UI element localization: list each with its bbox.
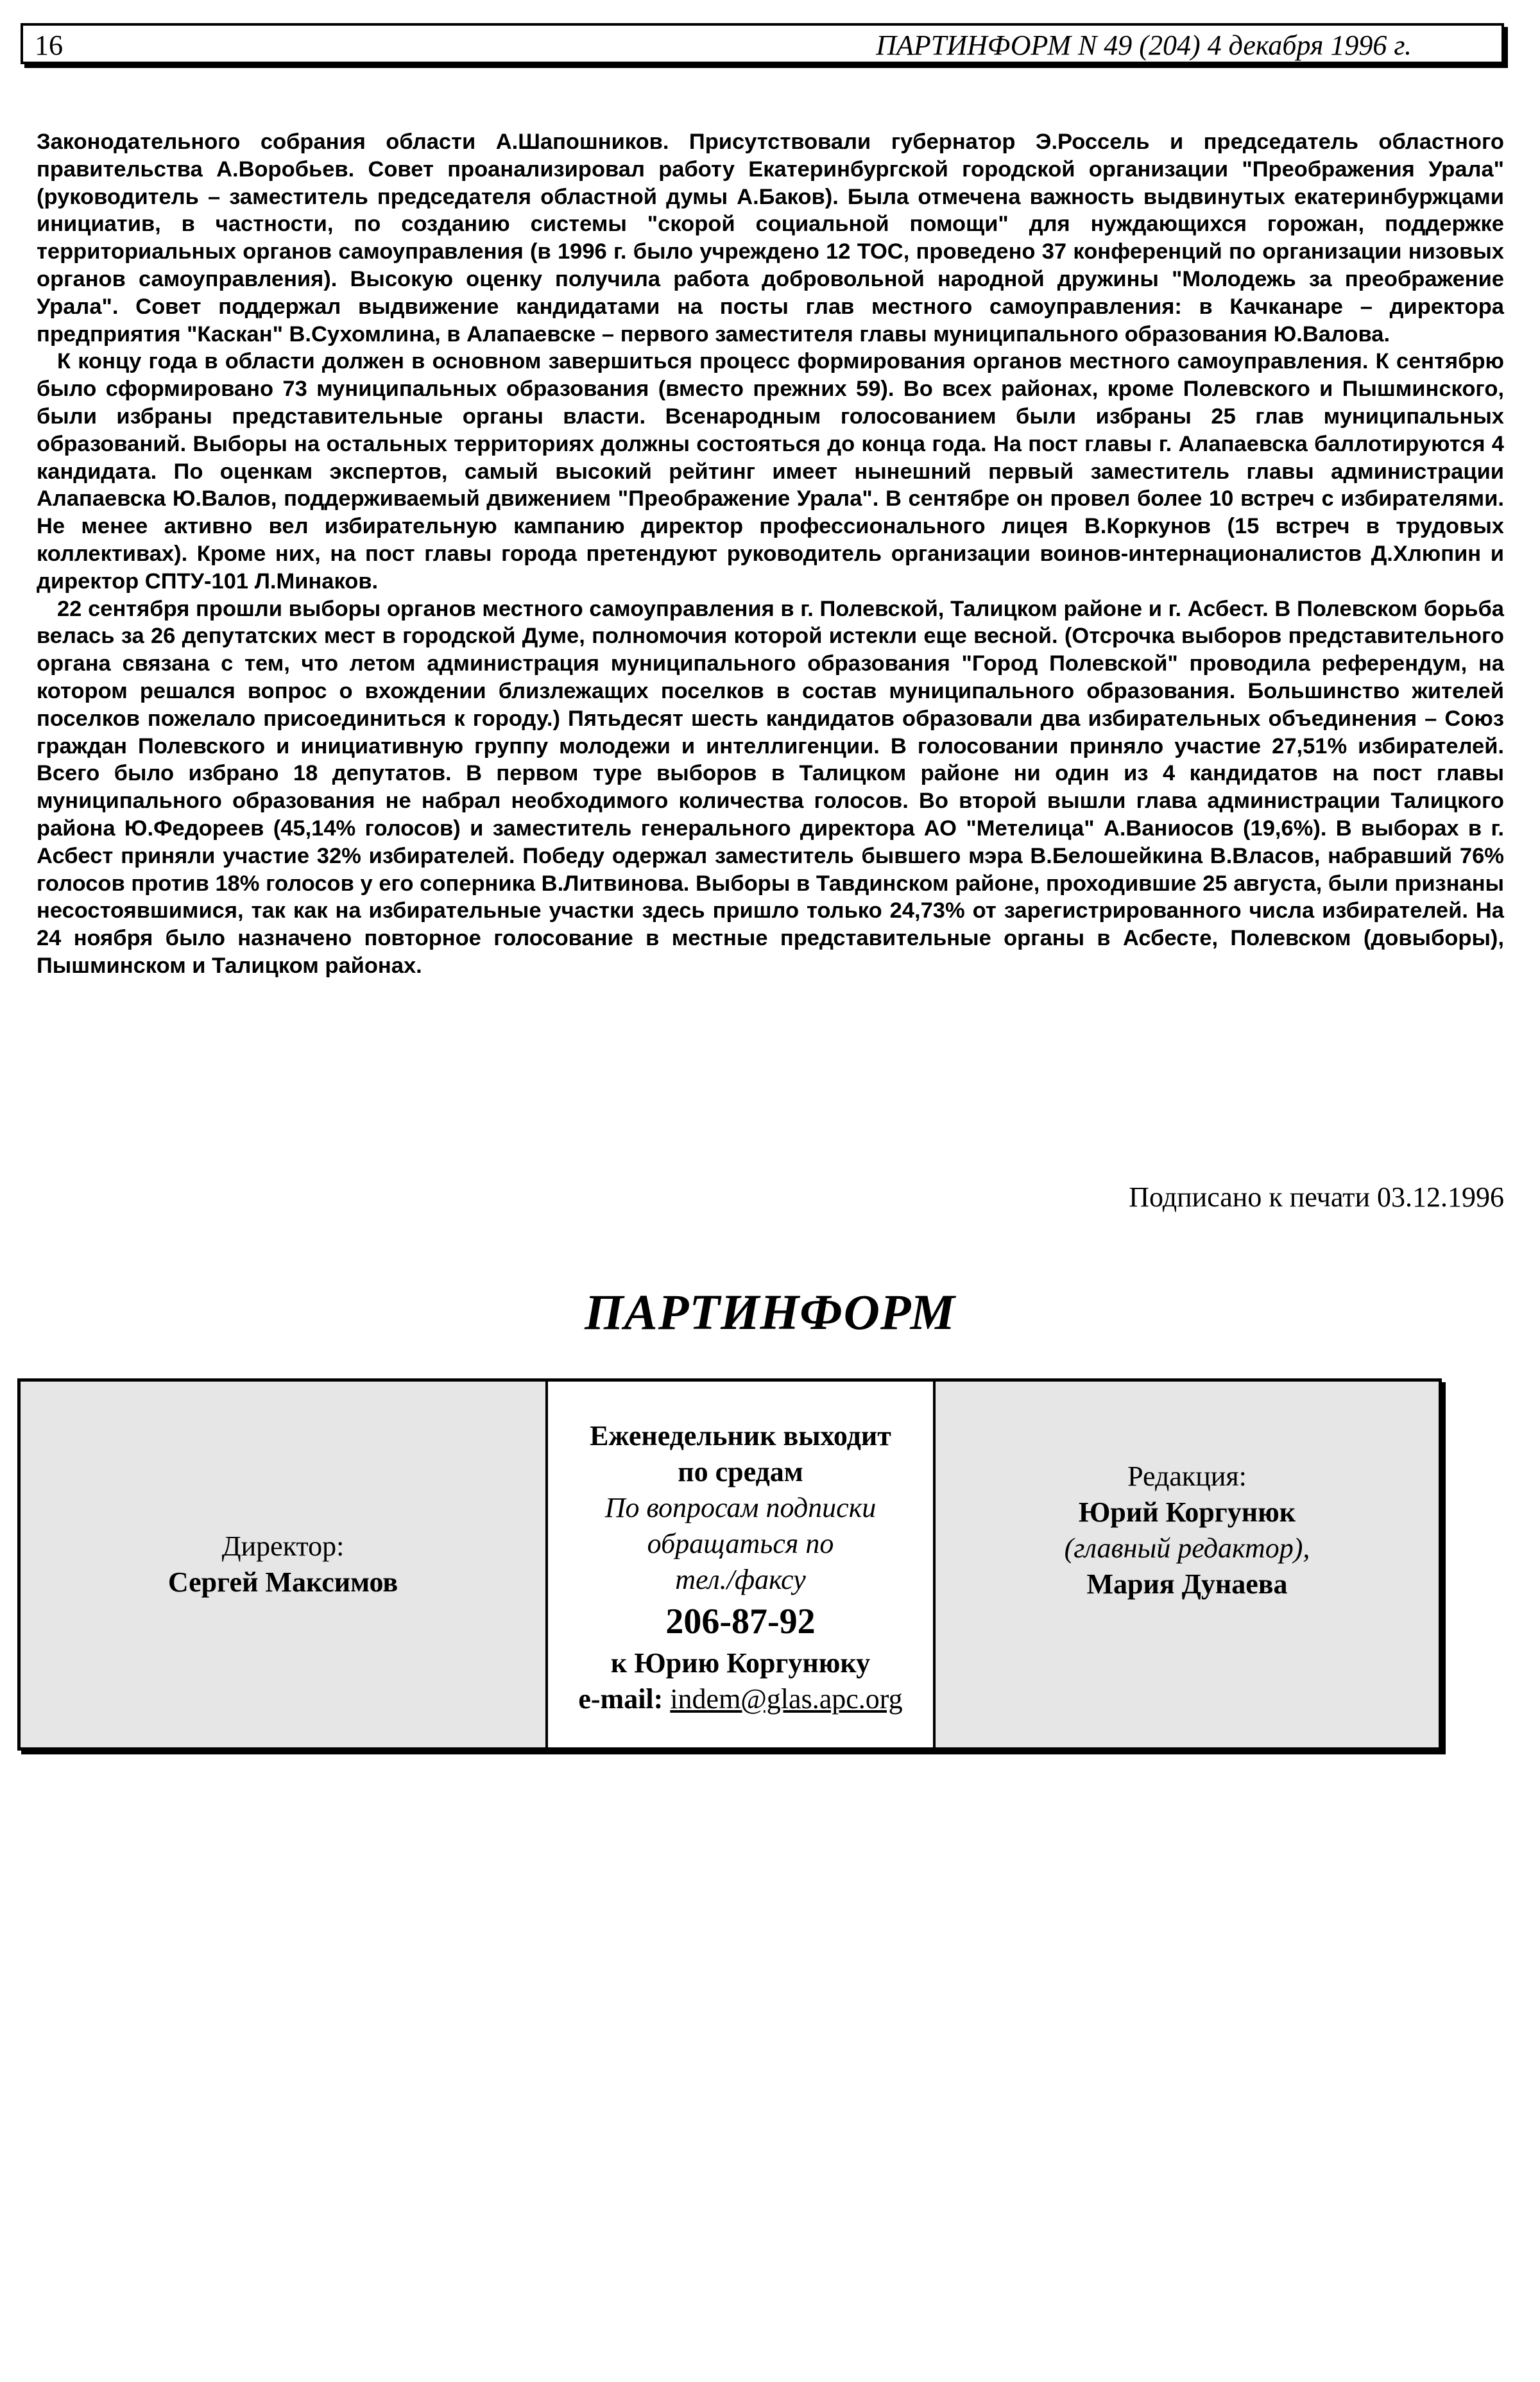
weekly-line-2: по средам: [678, 1456, 803, 1487]
page-number: 16: [35, 30, 63, 61]
credits-table: [17, 1378, 1442, 1751]
signed-for-print: Подписано к печати 03.12.1996: [1129, 1181, 1504, 1213]
page-header: [21, 23, 1504, 64]
editor2-name: Мария Дунаева: [1086, 1568, 1288, 1600]
editor-role: (главный редактор),: [1064, 1532, 1310, 1564]
weekly-line-1: Еженедельник выходит: [590, 1420, 891, 1452]
article-paragraph-1: Законодательного собрания области А.Шапошников. Присутствовали губернатор Э.Россель и председатель областного правительства А.Воробьев. Совет проанализировал работу Екатеринбургской городской организации "Преображения Урала" (руководитель – заместитель председателя областной думы А.Баков). Была отмечена важность выдвинутых екатеринбуржцами инициатив, в частности, по созданию системы "скорой социальной помощи" для нуждающихся горожан, поддержке территориальных органов самоуправления (в 1996 г. было учреждено 12 ТОС, проведено 37 конференций по организации низовых органов самоуправления). Высокую оценку получила работа добровольной народной дружины "Молодежь за преображение Урала". Совет поддержал выдвижение кандидатами на посты глав местного самоуправления: в Качканаре – директора предприятия "Каскан" В.Сухомлина, в Алапаевске – первого заместителя главы муниципального образования Ю.Валова.: [37, 130, 1504, 347]
issue-title: ПАРТИНФОРМ N 49 (204) 4 декабря 1996 г.: [876, 30, 1412, 61]
editor-name: Юрий Коргунюк: [1078, 1496, 1296, 1528]
director-cell: [21, 1382, 548, 1747]
article-paragraph-3: 22 сентября прошли выборы органов местного самоуправления в г. Полевской, Талицком районе и г. Асбест. В Полевском борьба велась за 26 депутатских мест в городской Думе, полномочия которой истекли еще весной. (Отсрочка выборов представительного органа связана с тем, что летом администрация муниципального образования "Город Полевской" проводила референдум, на котором решался вопрос о вхождении близлежащих поселков в состав муниципального образования. Большинство жителей поселков пожелало присоединиться к городу.) Пятьдесят шесть кандидатов образовали два избирательных объединения – Союз граждан Полевского и инициативную группу молодежи и интеллигенции. В голосовании приняло участие 27,51% избирателей. Всего было избрано 18 депутатов. В первом туре выборов в Талицком районе ни один из 4 кандидатов на пост главы муниципального образования не набрал необходимого количества голосов. Во второй вышли глава администрации Талицкого района Ю.Федореев (45,14% голосов) и заместитель генерального директора АО "Метелица" А.Ваниосов (19,6%). В выборах в г. Асбест приняли участие 32% избирателей. Победу одержал заместитель бывшего мэра В.Белошейкина В.Власов, набравший 76% голосов против 18% голосов у его соперника В.Литвинова. Выборы в Тавдинском районе, проходившие 25 августа, были признаны несостоявшимися, так как на избирательные участки здесь пришло только 24,73% от зарегистрированного числа избирателей. На 24 ноября было назначено повторное голосование в местные представительные органы в Асбесте, Полевском (довыборы), Пышминском и Талицком районах.: [37, 596, 1504, 978]
director-name: Сергей Максимов: [167, 1566, 398, 1598]
email-label: e-mail:: [578, 1683, 663, 1715]
email-row: [578, 1681, 902, 1717]
masthead-title: ПАРТИНФОРМ: [585, 1284, 955, 1340]
contact-person: к Юрию Коргунюку: [610, 1647, 871, 1679]
phone-number: 206-87-92: [665, 1602, 816, 1641]
email-link[interactable]: indem@glas.apc.org: [670, 1683, 903, 1715]
article-paragraph-2: К концу года в области должен в основном завершиться процесс формирования органов местного самоуправления. К сентябрю было сформировано 73 муниципальных образования (вместо прежних 59). Во всех районах, кроме Полевского и Пышминского, были избраны представительные органы власти. Всенародным голосованием были избраны 25 глав муниципальных образований. Выборы на остальных территориях должны состояться до конца года. На пост главы г. Алапаевска баллотируются 4 кандидата. По оценкам экспертов, самый высокий рейтинг имеет нынешний первый заместитель главы администрации Алапаевска Ю.Валов, поддерживаемый движением "Преображение Урала". В сентябре он провел более 10 встреч с избирателями. Не менее активно вел избирательную кампанию директор профессионального лицея В.Коркунов (15 встреч в трудовых коллективах). Кроме них, на пост главы города претендуют руководитель организации воинов-интернационалистов Д.Хлюпин и директор СПТУ-101 Л.Минаков.: [37, 349, 1504, 594]
subscription-line-2: обращаться по: [647, 1528, 834, 1559]
editorial-label: Редакция:: [1127, 1461, 1247, 1492]
subscription-line-1: По вопросам подписки: [604, 1492, 877, 1523]
article-body: [37, 128, 1504, 980]
editorial-cell: [936, 1382, 1439, 1747]
subscription-line-3: тел./факсу: [675, 1564, 806, 1595]
subscription-cell: [548, 1382, 936, 1747]
director-label: Директор:: [221, 1530, 345, 1562]
